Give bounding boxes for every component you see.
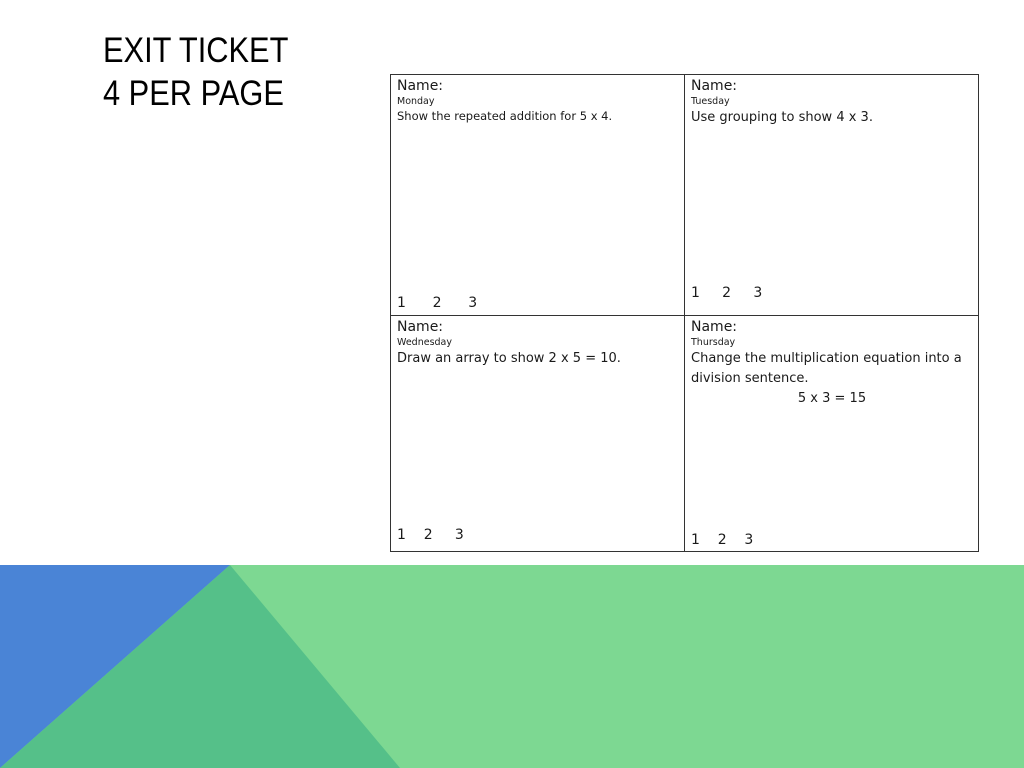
decorative-backdrop [0, 565, 1024, 768]
day-label: Monday [397, 96, 435, 107]
ticket-prompt: Draw an array to show 2 x 5 = 10. [397, 351, 621, 366]
ticket-equation: 5 x 3 = 15 [797, 391, 867, 406]
title-line-1: EXIT TICKET [103, 31, 289, 70]
name-label: Name: [691, 78, 738, 94]
ticket-wednesday [391, 316, 685, 552]
rating-scale: 1 2 3 [397, 295, 478, 311]
day-label: Wednesday [397, 337, 453, 348]
name-label: Name: [397, 78, 444, 94]
ticket-prompt: Show the repeated addition for 5 x 4. [397, 109, 613, 123]
exit-ticket-sheet [390, 74, 979, 552]
ticket-prompt: Change the multiplication equation into a division sentence. [691, 351, 962, 386]
title-line-2: 4 PER PAGE [103, 74, 284, 113]
name-label: Name: [397, 319, 444, 335]
day-label: Tuesday [691, 96, 730, 107]
slide-title [103, 29, 288, 115]
ticket-prompt: Use grouping to show 4 x 3. [691, 110, 873, 125]
name-label: Name: [691, 319, 738, 335]
ticket-thursday [685, 316, 979, 552]
rating-scale: 1 2 3 [691, 532, 754, 548]
ticket-tuesday [685, 75, 979, 316]
rating-scale: 1 2 3 [397, 527, 464, 543]
rating-scale: 1 2 3 [691, 285, 763, 301]
day-label: Thursday [691, 337, 736, 348]
ticket-monday [391, 75, 685, 316]
